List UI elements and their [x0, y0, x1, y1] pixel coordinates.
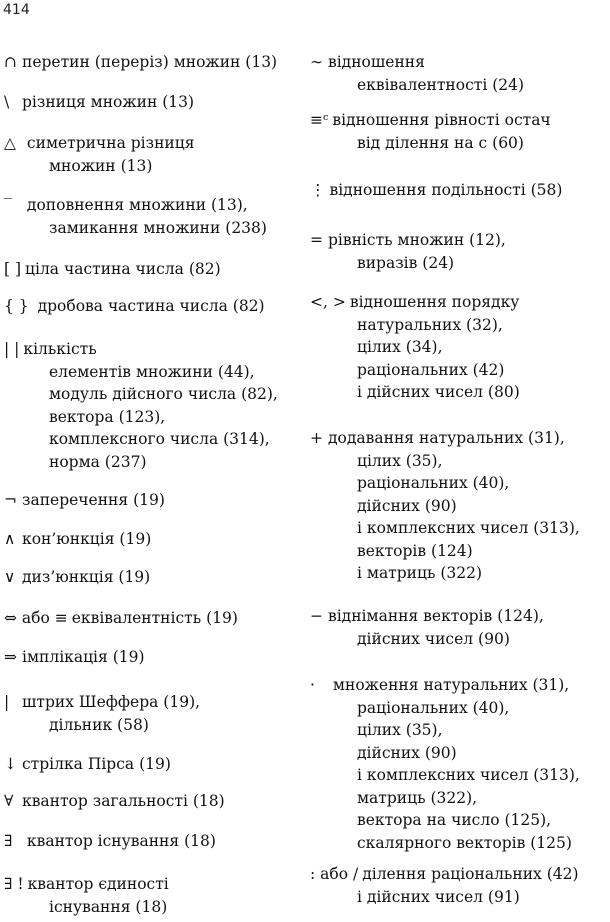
entry-text: кон’юнкція (19): [22, 530, 152, 548]
entry-symbol: ⇔ або ≡: [4, 609, 68, 627]
entry-text: дробова частина числа (82): [32, 297, 265, 315]
entry-symbol: ∼: [310, 53, 323, 71]
entry-first-line: [310, 605, 544, 628]
index-entry: [310, 291, 520, 404]
index-entry: [310, 229, 506, 274]
entry-first-line: [4, 566, 150, 589]
entry-continuation-line: замикання множини (238): [49, 218, 267, 237]
entry-symbol: ∧: [4, 530, 16, 548]
entry-text: додавання натуральних (31),: [328, 429, 565, 447]
entry-symbol: { }: [4, 297, 29, 315]
entry-continuation-line: і дійсних чисел (91): [357, 887, 520, 906]
index-entry: [4, 873, 169, 918]
entry-symbol: +: [310, 429, 323, 447]
index-entry: [310, 51, 524, 96]
entry-symbol: ¬: [4, 491, 17, 509]
index-entry: [310, 109, 551, 154]
entry-text: ціла частина числа (82): [25, 260, 221, 278]
entry-text: штрих Шеффера (19),: [22, 693, 201, 711]
index-entry: [310, 863, 579, 908]
index-entry: [310, 674, 580, 854]
entry-symbol: ⇒: [4, 648, 17, 666]
entry-first-line: [4, 489, 165, 512]
index-entry: [4, 566, 150, 589]
entry-first-line: [4, 51, 277, 74]
entry-continuation-line: раціональних (42): [357, 360, 505, 379]
entry-continuation-line: норма (237): [49, 452, 147, 471]
entry-first-line: [4, 691, 200, 714]
entry-continuation-line: дільник (58): [49, 715, 149, 734]
entry-continuation-line: модуль дійсного числа (82),: [49, 385, 278, 403]
entry-symbol: ⋮: [310, 181, 326, 199]
entry-text: ділення раціональних (42): [362, 865, 579, 883]
entry-symbol: |: [4, 693, 10, 711]
entry-first-line: [4, 753, 171, 776]
entry-text: квантор єдиності: [27, 875, 169, 893]
entry-continuation-line: цілих (35),: [357, 721, 443, 739]
index-entry: [4, 295, 265, 318]
entry-first-line: [310, 179, 562, 202]
entry-symbol: ∨: [4, 568, 16, 586]
entry-continuation-line: і комплексних чисел (313),: [357, 519, 580, 537]
entry-text: кількість: [23, 340, 97, 358]
entry-continuation-line: еквівалентності (24): [357, 75, 525, 94]
entry-symbol: −: [310, 607, 323, 625]
entry-continuation-line: цілих (35),: [357, 451, 443, 470]
entry-symbol: ∀: [4, 792, 14, 810]
entry-first-line: [310, 863, 579, 886]
entry-symbol: ∩: [4, 53, 17, 71]
entry-continuation-line: дійсних (90): [357, 743, 457, 762]
entry-continuation-line: елементів множини (44),: [49, 362, 255, 381]
entry-continuation-line: цілих (34),: [357, 338, 443, 356]
page-number: 414: [3, 2, 30, 18]
index-entry: [4, 51, 277, 74]
index-entry: [4, 830, 216, 853]
entry-symbol: ∃: [4, 832, 13, 850]
entry-continuation-line: вектора (123),: [49, 407, 166, 426]
entry-symbol: ‾: [4, 196, 12, 214]
entry-continuation-line: вектора на число (125),: [357, 811, 552, 829]
entry-continuation-line: і матриць (322): [357, 564, 483, 582]
entry-text: віднімання векторів (124),: [328, 607, 544, 625]
index-entry: [310, 179, 562, 202]
index-entry: [4, 132, 194, 177]
entry-text: відношення: [328, 53, 425, 71]
entry-first-line: [4, 646, 145, 669]
entry-first-line: [4, 873, 169, 896]
entry-symbol: ≡ᶜ: [310, 111, 329, 129]
entry-continuation-line: раціональних (40),: [357, 698, 510, 717]
entry-symbol: : або /: [310, 865, 359, 883]
entry-first-line: [4, 295, 265, 318]
entry-text: різниця множин (13): [22, 93, 195, 111]
entry-continuation-line: комплексного числа (314),: [49, 430, 270, 448]
entry-text: перетин (переріз) множин (13): [22, 53, 278, 71]
entry-symbol: <, >: [310, 293, 346, 311]
entry-first-line: [310, 229, 506, 252]
entry-first-line: [4, 830, 216, 853]
entry-first-line: [4, 258, 221, 281]
entry-symbol: ↓: [4, 755, 17, 773]
entry-text: квантор загальності (18): [22, 792, 225, 810]
index-entry: [4, 338, 278, 473]
entry-text: рівність множин (12),: [328, 231, 506, 249]
index-entry: [4, 194, 267, 239]
entry-first-line: [310, 427, 580, 450]
entry-first-line: [4, 91, 194, 114]
entry-symbol: △: [4, 134, 16, 152]
index-entry: [4, 691, 200, 736]
entry-text: імплікація (19): [22, 648, 145, 666]
index-entry: [310, 605, 544, 650]
entry-continuation-line: множин (13): [49, 156, 153, 175]
index-entry: [4, 646, 145, 669]
index-entry: [310, 427, 580, 585]
entry-symbol: ·: [310, 676, 315, 694]
entry-continuation-line: скалярного векторів (125): [357, 833, 572, 852]
entry-text: відношення подільності (58): [329, 181, 563, 199]
entry-symbol: ∃ !: [4, 875, 24, 893]
entry-first-line: [310, 109, 551, 132]
index-entry: [4, 528, 151, 551]
index-entry: [4, 258, 221, 281]
index-entry: [4, 91, 194, 114]
entry-first-line: [310, 291, 520, 314]
entry-continuation-line: дійсних чисел (90): [357, 629, 510, 648]
index-entry: [4, 489, 165, 512]
entry-symbol: | |: [4, 340, 20, 358]
entry-first-line: [4, 338, 278, 361]
entry-text: множення натуральних (31),: [328, 676, 570, 694]
entry-continuation-line: і дійсних чисел (80): [357, 383, 520, 401]
entry-continuation-line: існування (18): [49, 897, 168, 916]
entry-first-line: [310, 51, 524, 74]
entry-symbol: \: [4, 93, 10, 111]
entry-continuation-line: матриць (322),: [357, 788, 478, 807]
entry-first-line: [4, 194, 267, 217]
entry-text: відношення порядку: [349, 293, 520, 311]
entry-symbol: [ ]: [4, 260, 22, 278]
entry-symbol: =: [310, 231, 323, 249]
entry-first-line: [310, 674, 580, 697]
entry-text: доповнення множини (13),: [22, 196, 248, 214]
entry-text: еквівалентність (19): [71, 609, 238, 627]
entry-first-line: [4, 607, 238, 630]
index-entry: [4, 753, 171, 776]
entry-continuation-line: і комплексних чисел (313),: [357, 766, 580, 784]
entry-continuation-line: натуральних (32),: [357, 315, 503, 334]
entry-text: стрілка Пірса (19): [22, 755, 171, 773]
entry-text: відношення рівності остач: [332, 111, 551, 129]
entry-continuation-line: дійсних (90): [357, 496, 457, 515]
entry-continuation-line: раціональних (40),: [357, 474, 510, 492]
index-entry: [4, 790, 225, 813]
entry-first-line: [4, 528, 151, 551]
entry-first-line: [4, 132, 194, 155]
entry-first-line: [4, 790, 225, 813]
entry-text: диз’юнкція (19): [22, 568, 151, 586]
entry-continuation-line: від ділення на c (60): [357, 133, 524, 152]
entry-continuation-line: векторів (124): [357, 541, 473, 560]
index-entry: [4, 607, 238, 630]
entry-text: квантор існування (18): [22, 832, 216, 850]
entry-text: симетрична різниця: [22, 134, 195, 152]
entry-text: заперечення (19): [22, 491, 165, 509]
entry-continuation-line: виразів (24): [357, 253, 455, 272]
